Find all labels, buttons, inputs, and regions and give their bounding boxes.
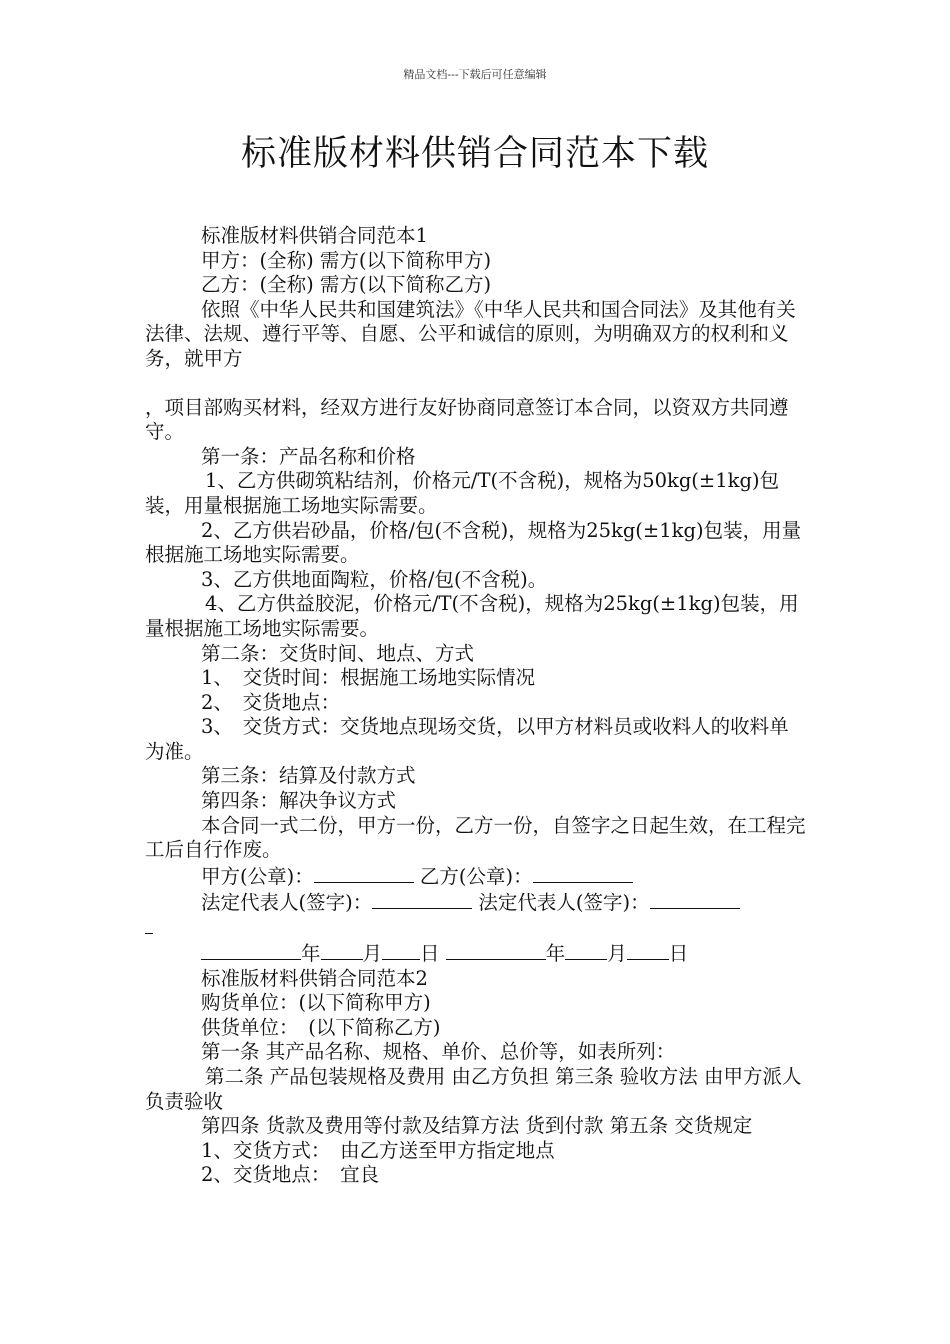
s2-article-2-3: 第二条 产品包装规格及费用 由乙方负担 第三条 验收方法 由甲方派人负责验收: [145, 1065, 802, 1113]
delivery-method: 3、 交货方式：交货地点现场交货，以甲方材料员或收料人的收料单为准。: [145, 715, 789, 763]
document-body: [145, 224, 807, 1188]
document-title: 标准版材料供销合同范本下载: [240, 134, 709, 174]
article-2-heading: 第二条：交货时间、地点、方式: [201, 641, 475, 665]
seal-a-label: 甲方(公章)：: [201, 864, 314, 888]
s2-article-4-5: 第四条 货款及费用等付款及结算方法 货到付款 第五条 交货规定: [201, 1114, 753, 1138]
delivery-place: 2、 交货地点：: [201, 690, 341, 714]
product-item-1: 1、乙方供砌筑粘结剂，价格元/T(不含税)，规格为50kg(±1kg)包装，用量根据施工场地实际需要。: [145, 469, 780, 517]
year-a-blank: [201, 940, 301, 960]
underscore-mark: [145, 917, 153, 934]
month-a-label: 月: [362, 942, 383, 966]
rep-a-label: 法定代表人(签字)：: [201, 891, 373, 915]
date-line: [145, 940, 807, 967]
day-b-blank: [627, 940, 669, 960]
seller-line: 供货单位： (以下简称乙方): [201, 1015, 441, 1039]
year-a-label: 年: [301, 942, 321, 966]
seal-a-blank: [314, 863, 414, 883]
intro-paragraph: 依照《中华人民共和国建筑法》《中华人民共和国合同法》及其他有关法律、法规、遵行平等、自愿、公平和诚信的原则，为明确双方的权利和义务，就甲方: [145, 297, 796, 370]
year-b-blank: [446, 940, 546, 960]
rep-b-blank: [650, 889, 740, 909]
day-a-blank: [382, 940, 420, 960]
product-item-3: 3、乙方供地面陶粒，价格/包(不含税)。: [201, 567, 548, 591]
day-a-label: 日: [420, 942, 440, 966]
year-b-label: 年: [545, 942, 566, 966]
representative-line: [145, 889, 807, 916]
seal-b-blank: [533, 863, 633, 883]
section1-heading: 标准版材料供销合同范本1: [201, 224, 428, 247]
rep-b-label: 法定代表人(签字)：: [478, 891, 650, 915]
article-1-heading: 第一条：产品名称和价格: [201, 444, 416, 468]
month-b-label: 月: [607, 942, 627, 966]
section2-heading: 标准版材料供销合同范本2: [201, 966, 428, 990]
underscore-continuation: [145, 916, 807, 940]
product-item-2: 2、乙方供岩砂晶，价格/包(不含税)，规格为25kg(±1kg)包装，用量根据施工场地实际需要。: [145, 518, 802, 567]
seal-b-label: 乙方(公章)：: [419, 864, 533, 888]
s2-delivery-method: 1、交货方式： 由乙方送至甲方指定地点: [201, 1138, 555, 1162]
s2-delivery-place: 2、交货地点： 宜良: [201, 1163, 380, 1187]
page-header: 精品文档---下载后可任意编辑: [403, 68, 547, 81]
party-a-line: 甲方：(全称) 需方(以下简称甲方): [201, 248, 492, 272]
article-3-heading: 第三条：结算及付款方式: [201, 764, 416, 788]
buyer-line: 购货单位：(以下简称甲方): [201, 991, 431, 1015]
article-4-heading: 第四条：解决争议方式: [201, 789, 397, 813]
month-a-blank: [321, 940, 363, 960]
blank-gap: [145, 372, 807, 396]
month-b-blank: [565, 940, 607, 960]
copies-clause: 本合同一式二份，甲方一份，乙方一份，自签字之日起生效，在工程完工后自行作废。: [145, 813, 806, 862]
s2-article-1: 第一条 其产品名称、规格、单价、总价等，如表所列：: [201, 1040, 676, 1064]
rep-a-blank: [372, 889, 472, 909]
party-b-line: 乙方：(全称) 需方(以下简称乙方): [201, 273, 492, 297]
day-b-label: 日: [668, 942, 689, 966]
product-item-4: 4、乙方供益胶泥，价格元/T(不含税)，规格为25kg(±1kg)包装，用量根据施工场地实际需要。: [145, 592, 799, 640]
delivery-time: 1、 交货时间：根据施工场地实际情况: [201, 666, 536, 690]
intro-continuation: ，项目部购买材料，经双方进行友好协商同意签订本合同，以资双方共同遵守。: [145, 395, 789, 444]
seal-line: [145, 863, 807, 890]
